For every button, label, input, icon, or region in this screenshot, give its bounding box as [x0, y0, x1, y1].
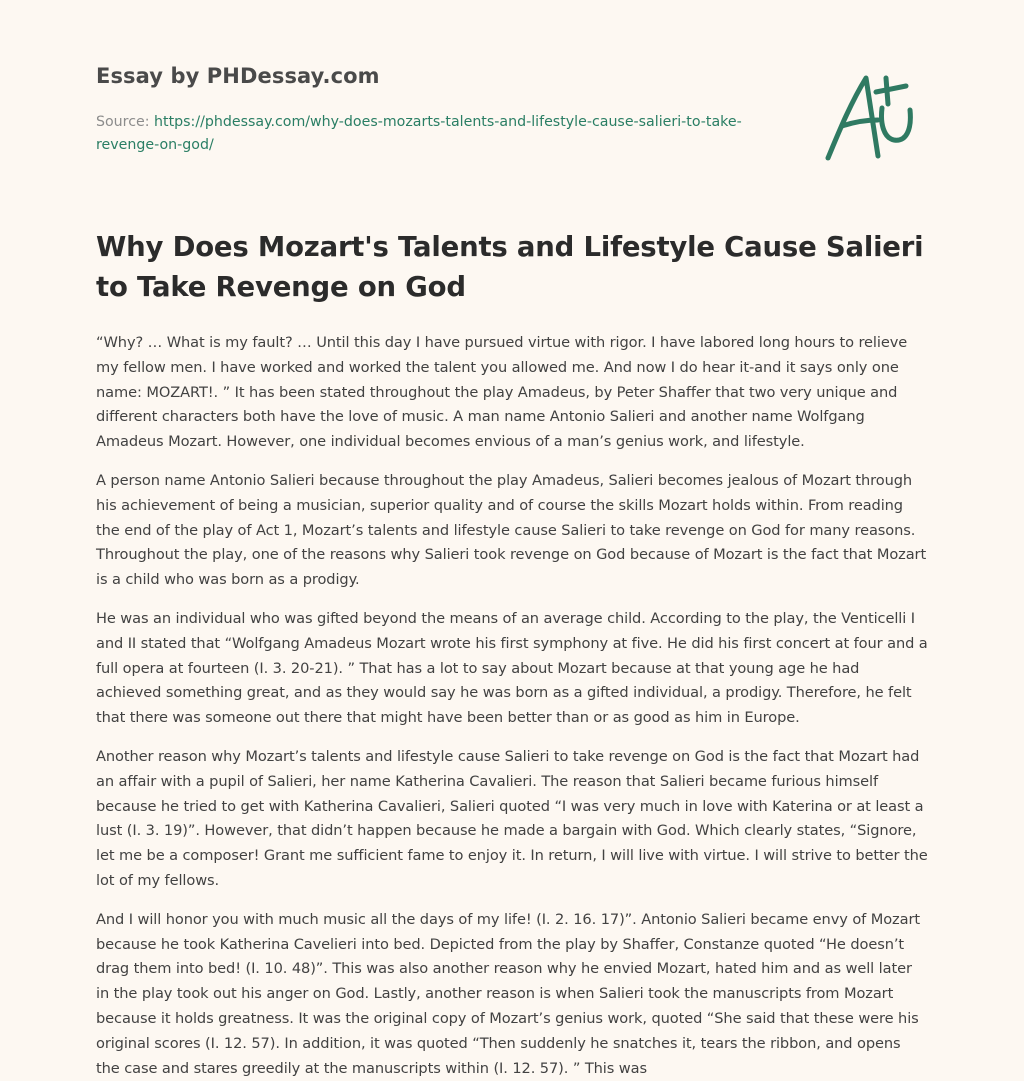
- essay-paragraph: “Why? … What is my fault? … Until this day I have pursued virtue with rigor. I have labored long hours to relieve my fellow men. I have worked and worked the talent you allowed me. And now I do hear it-and it says only one name: MOZART!. ” It has been stated throughout the play Amadeus, by Peter Shaffer that two very unique and different characters both have the love of music. A man name Antonio Salieri and another name Wolfgang Amadeus Mozart. However, one individual becomes envious of a man’s genius work, and lifestyle.: [96, 334, 908, 451]
- essay-paragraph: And I will honor you with much music all the days of my life! (I. 2. 16. 17)”. Antonio Salieri became envy of Mozart because he took Katherina Cavelieri into bed. Depicted from the play by Shaffer, Constanze quoted “He doesn’t drag them into bed! (I. 10. 48)”. This was also another reason why he envied Mozart, hated him and as well later in the play took out his anger on God. Lastly, another reason is when Salieri took the manuscripts from Mozart because it holds greatness. It was the original copy of Mozart’s genius work, quoted “She said that these were his original scores (I. 12. 57). In addition, it was quoted “Then suddenly he snatches it, tears the ribbon, and opens the case and stares greedily at the manuscripts within (I. 12. 57). ” This was: [96, 910, 920, 1077]
- site-brand: Essay by PHDessay.com: [96, 64, 380, 88]
- essay-paragraph: Another reason why Mozart’s talents and lifestyle cause Salieri to take revenge on God is the fact that Mozart had an affair with a pupil of Salieri, her name Katherina Cavalieri. The reason that Salieri became furious himself because he tried to get with Katherina Cavalieri, Salieri quoted “I was very much in love with Katerina or at least a lust (I. 3. 19)”. However, that didn’t happen because he made a bargain with God. Which clearly states, “Signore, let me be a composer! Grant me sufficient fame to enjoy it. In return, I will live with virtue. I will strive to better the lot of my fellows.: [96, 747, 928, 889]
- essay-paragraph: He was an individual who was gifted beyond the means of an average child. According to the play, the Venticelli I and II stated that “Wolfgang Amadeus Mozart wrote his first symphony at five. He did his first concert at four and a full opera at fourteen (I. 3. 20-21). ” That has a lot to say about Mozart because at that young age he had achieved something great, and as they would say he was born as a gifted individual, a prodigy. Therefore, he felt that there was someone out there that might have been better than or as good as him in Europe.: [96, 609, 928, 727]
- essay-paragraph: A person name Antonio Salieri because throughout the play Amadeus, Salieri becomes jealous of Mozart through his achievement of being a musician, superior quality and of course the skills Mozart holds within. From reading the end of the play of Act 1, Mozart’s talents and lifestyle cause Salieri to take revenge on God for many reasons. Throughout the play, one of the reasons why Salieri took revenge on God because of Mozart is the fact that Mozart is a child who was born as a prodigy.: [96, 471, 927, 589]
- source-link[interactable]: https://phdessay.com/why-does-mozarts-talents-and-lifestyle-cause-salieri-to-take-revenge-on-god/: [96, 114, 742, 153]
- source-label: Source:: [96, 114, 150, 130]
- essay-title: Why Does Mozart's Talents and Lifestyle Cause Salieri to Take Revenge on God: [96, 231, 924, 303]
- page-header: [96, 0, 928, 175]
- essay-body: [96, 331, 928, 1081]
- a-plus-logo-icon: [820, 64, 924, 168]
- source-line: [96, 111, 756, 157]
